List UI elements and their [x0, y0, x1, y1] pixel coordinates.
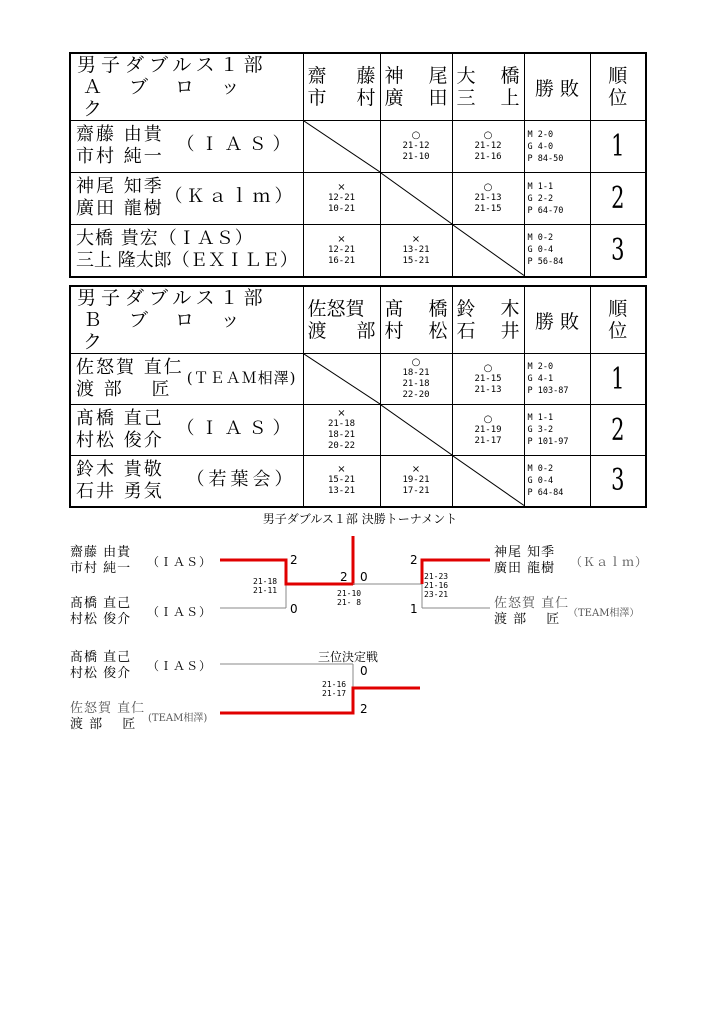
block-b-team-1: 佐怒賀 直仁 渡 部 匠 (ＴＥＡＭ相澤): [70, 354, 303, 405]
block-a-result-3-2: × 13-21 15-21: [380, 225, 452, 277]
bracket-right-top-team: 神尾 知季 廣田 龍樹: [494, 545, 556, 576]
block-a-opponent-1: 齋 藤 市 村: [303, 53, 380, 121]
block-b-result-1-2: ○ 18-21 21-18 22-20: [380, 354, 452, 405]
bracket-right-bottom-team: 佐怒賀 直仁 渡 部 匠: [494, 596, 570, 627]
bracket-right-bottom-score: 1: [410, 602, 418, 616]
third-game-scores: 21-16 21-17: [322, 680, 347, 698]
bracket-left-semi-scores: 21-18 21-11: [253, 577, 278, 595]
block-b-wl-header: 勝 敗: [524, 286, 590, 354]
right-semi-lines: [353, 584, 490, 608]
block-b-rank-3: 3: [598, 456, 637, 507]
third-bottom-club: (TEAM相澤): [148, 713, 208, 724]
block-b-rank-2: 2: [598, 405, 637, 456]
bracket-right-top-club: （Ｋａｌｍ）: [570, 555, 649, 569]
block-a-title-line1: 男子ダブルス１部: [77, 54, 268, 76]
bracket-right-top-score: 2: [410, 553, 418, 567]
block-a-opponent-3: 大 橋 三 上: [452, 53, 524, 121]
block-a-result-2-1: × 12-21 10-21: [303, 173, 380, 225]
block-a-result-1-2: ○ 21-12 21-10: [380, 121, 452, 173]
block-b-opponent-2: 髙 橋 村 松: [380, 286, 452, 354]
block-b-stats-2: M 1-1 G 3-2 P 101-97: [524, 405, 590, 456]
block-a-result-1-3: ○ 21-12 21-16: [452, 121, 524, 173]
third-top-score: 0: [360, 664, 368, 678]
final-game-scores: 21-10 21- 8: [337, 589, 362, 607]
block-a-stats-3: M 0-2 G 0-4 P 56-84: [524, 225, 590, 277]
block-a-rank-1: 1: [598, 121, 637, 173]
block-b-team-2: 髙橋 直己 村松 俊介 （ＩＡＳ）: [70, 405, 303, 456]
third-place-title: 三位決定戦: [318, 650, 379, 664]
left-semi-win-path: [220, 560, 353, 584]
block-b-result-2-3: ○ 21-19 21-17: [452, 405, 524, 456]
block-b-result-3-2: × 19-21 17-21: [380, 456, 452, 507]
bracket-left-bottom-team: 髙橋 直己 村松 俊介: [70, 596, 132, 627]
block-b-stats-1: M 2-0 G 4-1 P 103-87: [524, 354, 590, 405]
block-a-rank-3: 3: [598, 225, 637, 277]
third-top-team: 髙橋 直己 村松 俊介: [70, 650, 132, 681]
block-b-result-3-1: × 15-21 13-21: [303, 456, 380, 507]
bracket-left-top-club: （ＩＡＳ）: [147, 555, 213, 569]
bracket-right-semi-scores: 21-23 21-16 23-21: [424, 572, 449, 599]
third-bottom-team: 佐怒賀 直仁 渡 部 匠: [70, 701, 146, 732]
final-left-score: 2: [340, 570, 348, 584]
block-a-title-line2: Ａブロック: [83, 76, 267, 120]
block-b-rank-1: 1: [598, 354, 637, 405]
block-b-title: 男子ダブルス１部 Ｂブロック: [70, 286, 303, 354]
third-top-club: （ＩＡＳ）: [147, 659, 213, 673]
bracket-right-bottom-club: （TEAM相澤）: [568, 608, 640, 619]
third-place-win-path: [220, 688, 420, 713]
block-a-result-2-3: ○ 21-13 21-15: [452, 173, 524, 225]
block-b-team-3: 鈴木 貴敬 石井 勇気 （若葉会）: [70, 456, 303, 507]
block-a-rank-2: 2: [598, 173, 637, 225]
block-a-rank-header: 順 位: [590, 53, 646, 121]
bracket-left-top-score: 2: [290, 553, 298, 567]
block-a-opponent-2: 神 尾 廣 田: [380, 53, 452, 121]
block-a-stats-2: M 1-1 G 2-2 P 64-70: [524, 173, 590, 225]
block-a-team-1: 齋藤 由貴 市村 純一 （ＩＡＳ）: [70, 121, 303, 173]
bracket-left-bottom-score: 0: [290, 602, 298, 616]
final-right-score: 0: [360, 570, 368, 584]
block-b-rank-header: 順 位: [590, 286, 646, 354]
block-a-wl-header: 勝 敗: [524, 53, 590, 121]
block-b-opponent-1: 佐怒賀 渡 部: [303, 286, 380, 354]
block-a-team-3: 大橋 貴宏（ＩＡＳ） 三上 隆太郎（ＥＸＩＬＥ）: [70, 225, 303, 277]
tournament-title: 男子ダブルス１部 決勝トーナメント: [262, 512, 458, 526]
block-b-result-2-1: × 21-18 18-21 20-22: [303, 405, 380, 456]
block-b-result-1-3: ○ 21-15 21-13: [452, 354, 524, 405]
third-bottom-score: 2: [360, 702, 368, 716]
block-a-team-2: 神尾 知季 廣田 龍樹 （Ｋａｌｍ）: [70, 173, 303, 225]
block-b-opponent-3: 鈴 木 石 井: [452, 286, 524, 354]
block-a-stats-1: M 2-0 G 4-0 P 84-50: [524, 121, 590, 173]
block-a-result-3-1: × 12-21 16-21: [303, 225, 380, 277]
block-b-stats-3: M 0-2 G 0-4 P 64-84: [524, 456, 590, 507]
bracket-left-top-team: 齋藤 由貴 市村 純一: [70, 545, 132, 576]
bracket-left-bottom-club: （ＩＡＳ）: [147, 605, 213, 619]
